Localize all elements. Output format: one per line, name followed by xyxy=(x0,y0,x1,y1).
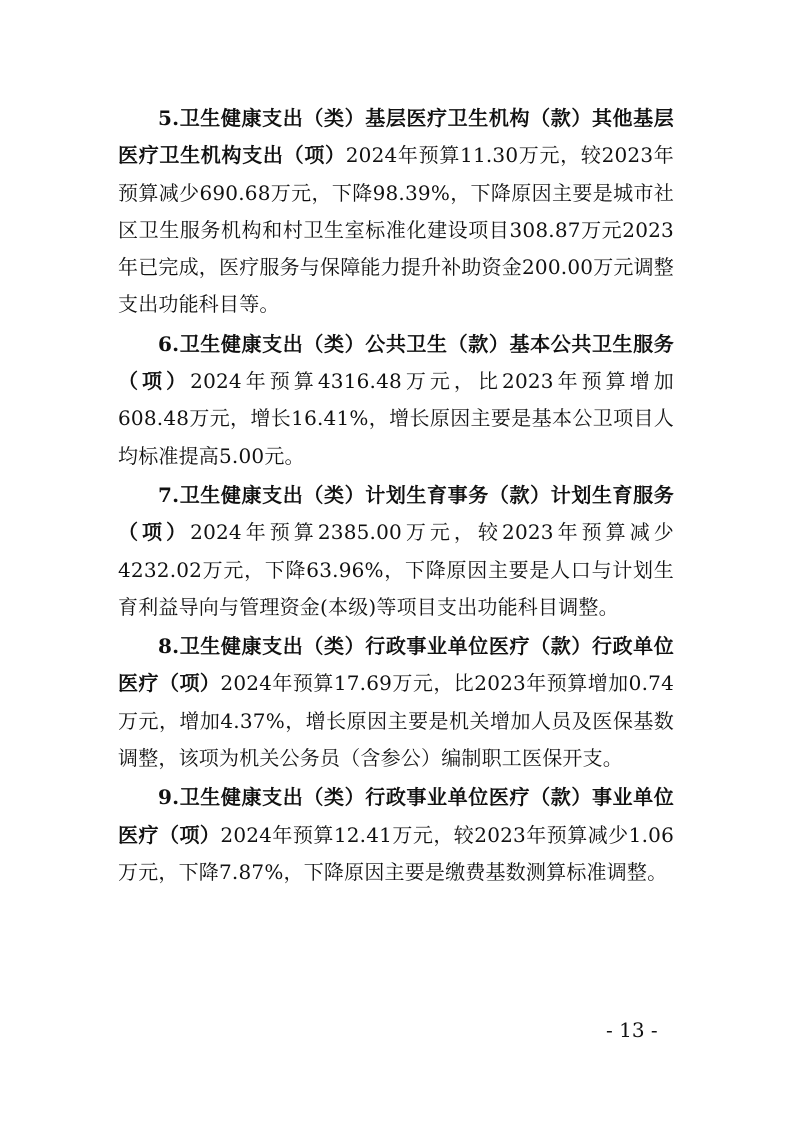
page-number: - 13 - xyxy=(606,1018,658,1042)
paragraph-5 xyxy=(118,100,674,324)
paragraph-6-heading: 6.卫生健康支出（类）公共卫生（款）基本公共卫生服务（项） xyxy=(118,331,674,394)
paragraph-8-heading: 8.卫生健康支出（类）行政事业单位医疗（款）行政单位医疗（项） xyxy=(118,634,674,696)
paragraph-8 xyxy=(118,628,674,777)
paragraph-5-heading: 5.卫生健康支出（类）基层医疗卫生机构（款）其他基层医疗卫生机构支出（项） xyxy=(118,106,674,168)
paragraph-8-text: 2024年预算17.69万元，比2023年预算增加0.74万元，增加4.37%，增长原因主要是机关增加人员及医保基数调整，该项为机关公务员（含参公）编制职工医保开支。 xyxy=(118,671,674,771)
paragraph-9 xyxy=(118,779,674,891)
paragraph-7 xyxy=(118,477,674,626)
paragraph-7-text: 2024年预算2385.00万元，较2023年预算减少4232.02万元，下降63.96%，下降原因主要是人口与计划生育利益导向与管理资金(本级)等项目支出功能科目调整。 xyxy=(118,520,674,619)
paragraph-9-text: 2024年预算12.41万元，较2023年预算减少1.06万元，下降7.87%，下降原因主要是缴费基数测算标准调整。 xyxy=(118,822,674,884)
paragraph-5-text: 2024年预算11.30万元，较2023年预算减少690.68万元，下降98.39%，下降原因主要是城市社区卫生服务机构和村卫生室标准化建设项目308.87万元2023年已完成，医疗服务与保障能力提升补助资金200.00万元调整支出功能科目等。 xyxy=(118,143,674,317)
paragraph-9-heading: 9.卫生健康支出（类）行政事业单位医疗（款）事业单位医疗（项） xyxy=(118,785,674,847)
paragraph-6-text: 2024年预算4316.48万元，比2023年预算增加608.48万元，增长16.41%，增长原因主要是基本公卫项目人均标准提高5.00元。 xyxy=(118,369,674,468)
paragraph-6 xyxy=(118,326,674,475)
document-body xyxy=(118,100,674,893)
paragraph-7-heading: 7.卫生健康支出（类）计划生育事务（款）计划生育服务（项） xyxy=(118,482,674,545)
